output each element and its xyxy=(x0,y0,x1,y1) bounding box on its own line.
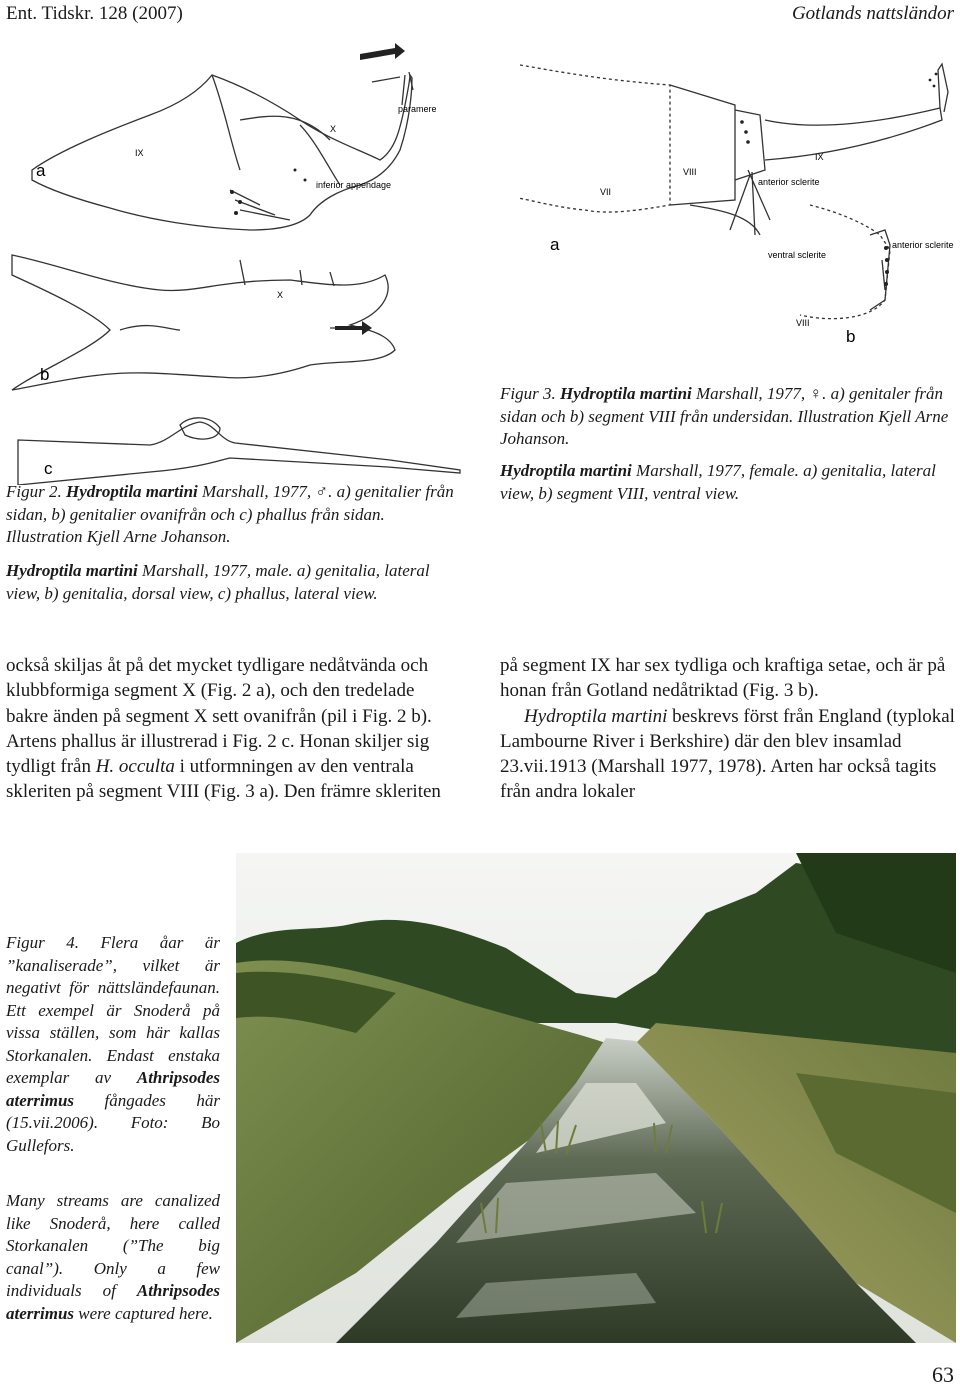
fig3-label-viii2: VIII xyxy=(796,318,810,328)
fig2-label-paramere: paramere xyxy=(398,104,437,114)
figure-3-drawing xyxy=(490,30,960,350)
fig2-label-inferior: inferior appendage xyxy=(316,180,392,190)
canal-photo xyxy=(236,853,956,1343)
fig3-label-a: a xyxy=(550,235,560,254)
page-number: 63 xyxy=(932,1362,954,1387)
figure-2-drawing xyxy=(0,30,470,485)
body-text-right: på segment IX har sex tydliga och kraftiga setae, och är på honan från Gotland nedåtriktad (Fig. 3 b). Hydroptila martini beskrevs först från England (typlokal Lambourne River i Berkshire) där den blev insamlad 23.vii.1913 (Marshall 1977, 1978). Arten har också tagits från andra lokaler xyxy=(500,655,955,803)
fig3-label-anterior2: anterior sclerite xyxy=(892,240,954,250)
fig3-label-vii: VII xyxy=(600,187,612,197)
fig2-label-b: b xyxy=(40,365,50,384)
fig4-caption-sv: Figur 4. Flera åar är ”kanaliserade”, vilket är negativt för nättsländefaunan. Ett exempel är Snoderå på vissa ställen, som här kallas Storkanalen. Endast enstaka exemplar av Athripsodes aterrimus fångades här (15.vii.2006). Foto: Bo Gullefors. xyxy=(6,933,220,1155)
fig3-label-b: b xyxy=(846,327,856,346)
fig3-label-ventral: ventral sclerite xyxy=(768,250,827,260)
running-head-left: Ent. Tidskr. 128 (2007) xyxy=(6,3,183,24)
fig3-label-ix: IX xyxy=(815,152,824,162)
fig2-caption-sv: Figur 2. Hydroptila martini Marshall, 1977, ♂. a) genitalier från sidan, b) genitalier ovanifrån och c) phallus från sidan. Illustration Kjell Arne Johanson. xyxy=(6,482,454,546)
fig2-caption-en: Hydroptila martini Marshall, 1977, male. a) genitalia, lateral view, b) genitalia, dorsal view, c) phallus, lateral view. xyxy=(6,561,430,603)
body-text-left: också skiljas åt på det mycket tydligare nedåtvända och klubbformiga segment X (Fig. 2 a), och den tredelade bakre änden på segment X sett ovanifrån (pil i Fig. 2 b). Artens phallus är illustrerad i Fig. 2 c. Honan skiljer sig tydligt från H. occulta i utformningen av den ventrala skleriten på segment VIII (Fig. 3 a). Den främre skleriten xyxy=(6,655,441,803)
fig3-label-anterior: anterior sclerite xyxy=(758,177,820,187)
fig2-label-x: X xyxy=(330,124,337,134)
fig2-label-x2: X xyxy=(277,290,284,300)
fig4-caption-en: Many streams are canalized like Snoderå, here called Storkanalen (”The big canal”). Only a few individuals of Athripsodes aterrimus were captured here. xyxy=(6,1191,220,1323)
fig2-label-a: a xyxy=(36,161,46,180)
fig3-caption-sv: Figur 3. Hydroptila martini Marshall, 1977, ♀. a) genitaler från sidan och b) segment VIII från undersidan. Illustration Kjell Arne Johanson. xyxy=(500,384,949,448)
fig2-label-ix: IX xyxy=(135,148,144,158)
fig2-label-c: c xyxy=(44,459,53,478)
fig3-caption-en: Hydroptila martini Marshall, 1977, female. a) genitalia, lateral view, b) segment VIII, ventral view. xyxy=(500,461,936,503)
running-head-right: Gotlands nattsländor xyxy=(791,3,954,24)
fig3-label-viii: VIII xyxy=(683,167,697,177)
